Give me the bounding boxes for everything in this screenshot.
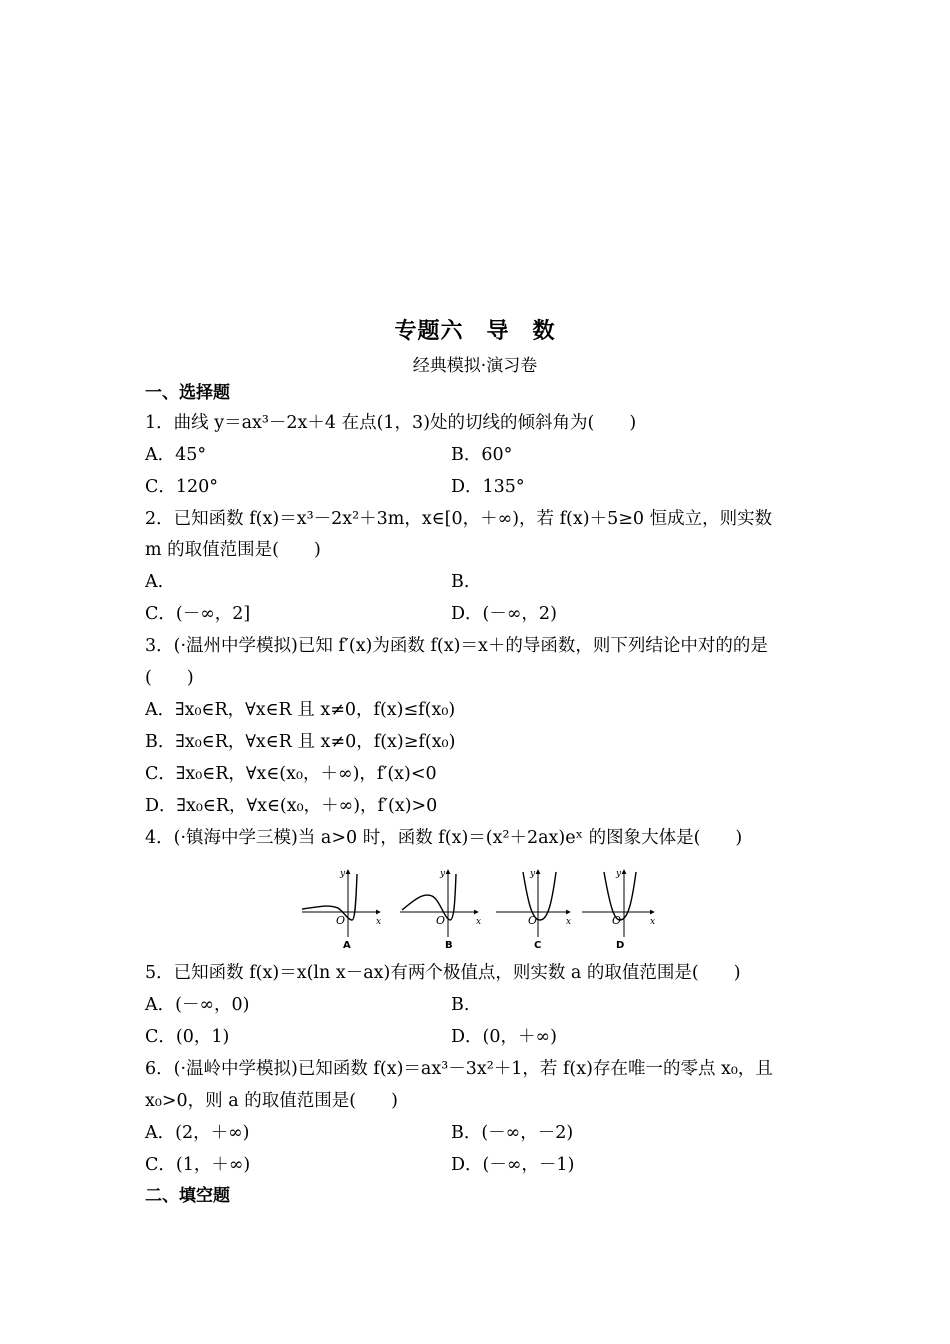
q2-stem-line2: m 的取值范围是( )	[145, 540, 321, 560]
q6-option-d: D．(－∞，－1)	[451, 1155, 575, 1175]
q4-stem: 4．(·镇海中学三模)当 a>0 时，函数 f(x)＝(x²＋2ax)eˣ 的图象大体是( )	[145, 828, 743, 848]
graph-a-origin: O	[336, 914, 346, 927]
graph-c	[496, 869, 571, 951]
q3-stem-line2: ( )	[145, 668, 194, 688]
graph-b-origin: O	[436, 914, 446, 927]
q2-stem-line1: 2．已知函数 f(x)＝x³－2x²＋3m，x∈[0，＋∞)，若 f(x)＋5≥0 恒成立，则实数	[145, 509, 773, 529]
q6-option-a: A．(2，＋∞)	[145, 1123, 250, 1143]
q2-option-c: C．(－∞，2]	[145, 604, 251, 624]
graph-c-label: C	[534, 940, 542, 951]
q4-graph-options-figure	[298, 862, 658, 952]
q2-option-b: B.	[451, 572, 470, 592]
graph-a-y-label: y	[340, 869, 346, 879]
q6-option-c: C．(1，＋∞)	[145, 1155, 251, 1175]
q6-stem-line2: x₀>0，则 a 的取值范围是( )	[145, 1091, 398, 1111]
graph-d-y-label: y	[616, 869, 622, 879]
q1-option-a: A．45°	[145, 445, 207, 465]
graph-a	[302, 869, 381, 951]
q1-option-c: C．120°	[145, 477, 219, 497]
graph-d-x-label: x	[650, 917, 656, 927]
graph-b-x-label: x	[476, 917, 482, 927]
page-title: 专题六 导 数	[394, 319, 556, 344]
q3-option-b: B．∃x₀∈R，∀x∈R 且 x≠0，f(x)≥f(x₀)	[145, 732, 456, 752]
q3-option-c: C．∃x₀∈R，∀x∈(x₀，＋∞)，f′(x)<0	[145, 764, 437, 784]
q5-option-a: A．(－∞，0)	[145, 995, 250, 1015]
q5-option-c: C．(0，1)	[145, 1027, 230, 1047]
q6-stem-line1: 6．(·温岭中学模拟)已知函数 f(x)＝ax³－3x²＋1，若 f(x)存在唯一的零点 x₀，且	[145, 1059, 773, 1079]
graph-b-label: B	[445, 940, 453, 951]
graph-a-label: A	[343, 940, 351, 951]
graph-c-x-label: x	[566, 917, 572, 927]
section-fill-heading: 二、填空题	[145, 1186, 230, 1206]
graph-d	[582, 869, 655, 951]
graph-a-x-label: x	[376, 917, 382, 927]
graph-c-y-label: y	[530, 869, 536, 879]
q2-option-d: D．(－∞，2)	[451, 604, 557, 624]
graph-b	[400, 869, 481, 951]
q1-stem: 1．曲线 y＝ax³－2x＋4 在点(1，3)处的切线的倾斜角为( )	[145, 413, 637, 433]
graph-b-y-label: y	[440, 869, 446, 879]
q2-option-a: A.	[145, 572, 164, 592]
q3-stem-line1: 3．(·温州中学模拟)已知 f′(x)为函数 f(x)＝x＋的导函数，则下列结论中对的的是	[145, 636, 768, 656]
q5-stem: 5．已知函数 f(x)＝x(ln x－ax)有两个极值点，则实数 a 的取值范围是( )	[145, 963, 741, 983]
section-choice-heading: 一、选择题	[145, 383, 230, 403]
q3-option-a: A．∃x₀∈R，∀x∈R 且 x≠0，f(x)≤f(x₀)	[145, 700, 456, 720]
graph-c-origin: O	[528, 914, 538, 927]
q1-option-d: D．135°	[451, 477, 525, 497]
q6-option-b: B．(－∞，－2)	[451, 1123, 574, 1143]
page-subtitle: 经典模拟·演习卷	[412, 356, 538, 376]
q1-option-b: B．60°	[451, 445, 513, 465]
graph-d-label: D	[616, 940, 625, 951]
q5-option-d: D．(0，＋∞)	[451, 1027, 557, 1047]
q3-option-d: D．∃x₀∈R，∀x∈(x₀，＋∞)，f′(x)>0	[145, 796, 438, 816]
q5-option-b: B.	[451, 995, 470, 1015]
graph-d-origin: O	[612, 914, 622, 927]
